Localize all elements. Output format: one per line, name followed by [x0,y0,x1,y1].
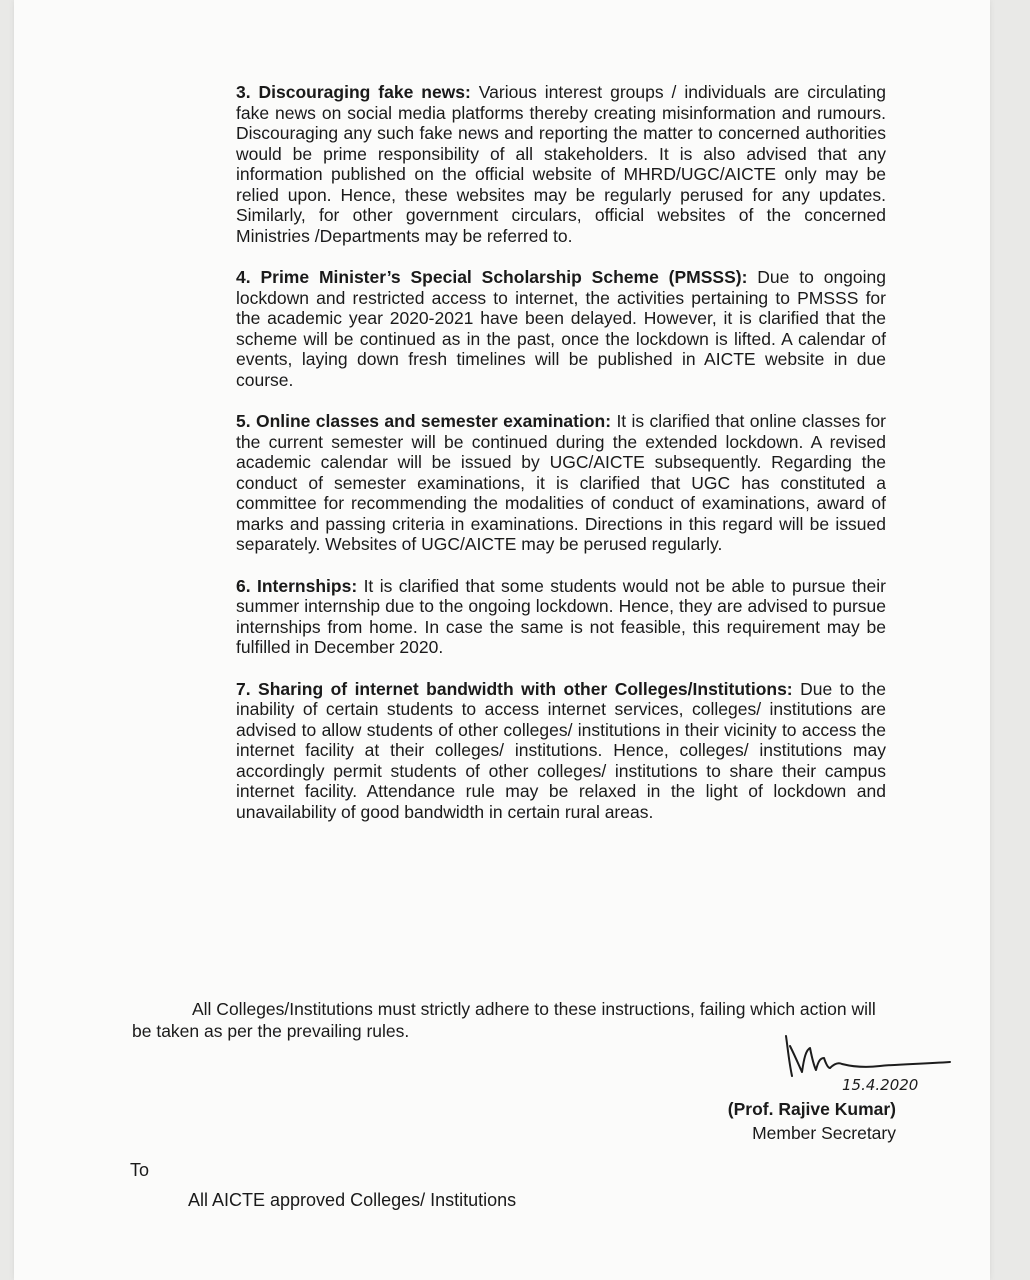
paragraph-internships [236,576,886,658]
document-page [14,0,990,1280]
signatory-name: (Prof. Rajive Kumar) [727,1099,896,1119]
recipient-label: To [130,1160,150,1180]
paragraph-heading: 7. Sharing of internet bandwidth with other Colleges/Institutions: [236,678,793,699]
paragraph-pmsss [236,267,886,390]
paragraph-fake-news [236,82,886,246]
recipient-address: All AICTE approved Colleges/ Institutions [188,1190,517,1210]
paragraph-text: It is clarified that some students would not be able to pursue their summer internship due to the ongoing lockdown. Hence, they are advised to pursue internships from home. In case the same is not feasible, this requirement may be fulfilled in December 2020. [236,575,886,657]
closing-text: All Colleges/Institutions must strictly adhere to these instructions, failing which action will be taken as per the prevailing rules. [132,999,876,1041]
signatory-title: Member Secretary [752,1123,896,1143]
paragraph-heading: 6. Internships: [236,575,358,596]
paragraph-heading: 3. Discouraging fake news: [236,82,471,102]
paragraph-online-classes [236,411,886,555]
paragraph-text: Due to ongoing lockdown and restricted access to internet, the activities pertaining to PMSSS for the academic year 2020-2021 have been delayed. However, it is clarified that the scheme will be continued as in the past, once the lockdown is lifted. A calendar of events, laying down fresh timelines will be published in AICTE website in due course. [236,267,886,390]
signature-date: 15.4.2020 [842,1076,919,1094]
paragraph-text: It is clarified that online classes for the current semester will be continued during the extended lockdown. A revised academic calendar will be issued by UGC/AICTE subsequently. Regarding the conduct of semester examinations, it is clarified that UGC has constituted a committee for recommending the modalities of conduct of examinations, award of marks and passing criteria in examinations. Directions in this regard will be issued separately. Websites of UGC/AICTE may be perused regularly. [236,411,887,554]
paragraph-text: Various interest groups / individuals are circulating fake news on social media platforms thereby creating misinformation and rumours. Discouraging any such fake news and reporting the matter to concerned authorities would be prime responsibility of all stakeholders. It is also advised that any information published on the official website of MHRD/UGC/AICTE only may be relied upon. Hence, these websites may be regularly perused for any updates. Similarly, for other government circulars, official websites of the concerned Ministries /Departments may be referred to. [236,82,887,246]
paragraph-bandwidth-sharing [236,679,886,823]
paragraph-heading: 5. Online classes and semester examination: [236,411,612,431]
signatory-block [654,1097,896,1145]
paragraph-text: Due to the inability of certain students to access internet services, colleges/ institutions are advised to allow students of other colleges/ institutions in their vicinity to access the internet facility at their colleges/ institutions. Hence, colleges/ institutions may accordingly permit students of other colleges/ institutions to share their campus internet facility. Attendance rule may be relaxed in the light of lockdown and unavailability of good bandwidth in certain rural areas. [236,678,886,822]
paragraph-heading: 4. Prime Minister’s Special Scholarship Scheme (PMSSS): [236,267,748,287]
instructions-body [236,82,886,822]
handwritten-signature [780,1028,960,1096]
